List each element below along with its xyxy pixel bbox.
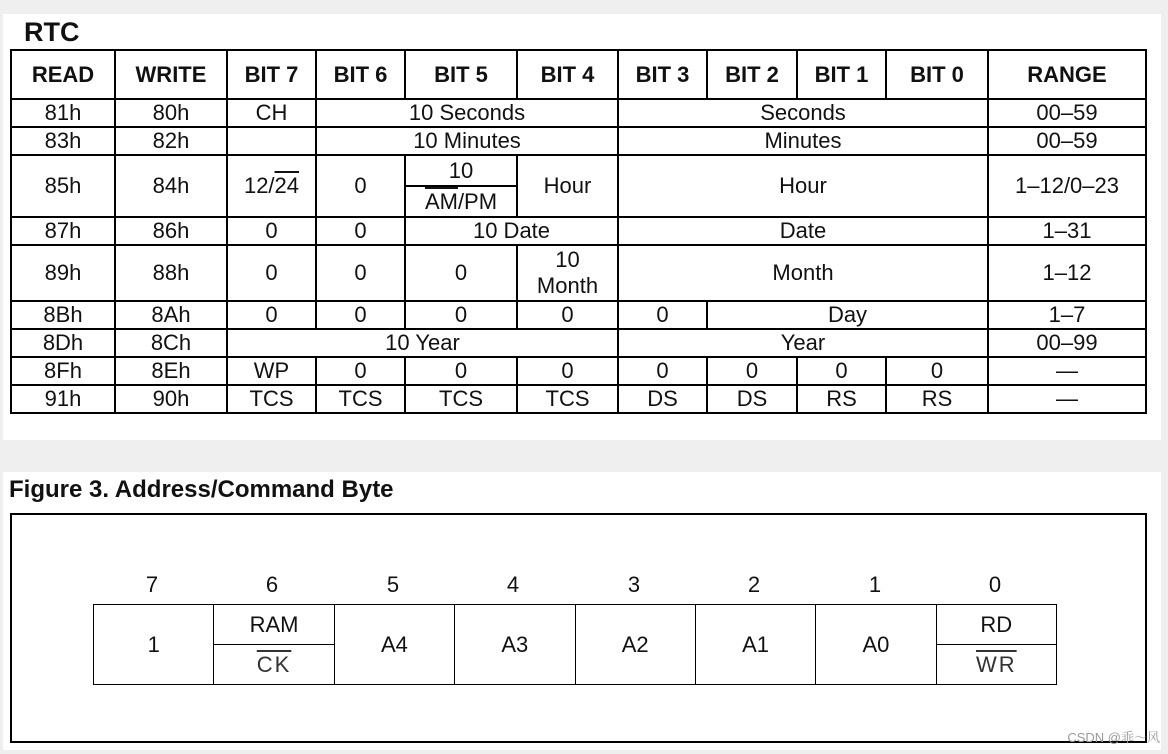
write-address: 84h <box>115 155 227 217</box>
bit-field-ampm <box>405 155 517 217</box>
range: 1–7 <box>988 301 1146 329</box>
range: 1–12 <box>988 245 1146 301</box>
command-bit-0 <box>937 605 1056 684</box>
wr-overlined: $\overline{WR}$ <box>975 651 1017 677</box>
register-row-month <box>11 245 1146 301</box>
register-row-minutes <box>11 127 1146 155</box>
command-bit-2: A1 <box>696 605 816 684</box>
register-row-seconds <box>11 99 1146 127</box>
bit-field <box>227 127 316 155</box>
command-bit-1: A0 <box>816 605 936 684</box>
bit-field: RS <box>797 385 886 413</box>
rtc-title: RTC <box>24 17 80 47</box>
write-address: 88h <box>115 245 227 301</box>
bit-field: 0 <box>517 357 618 385</box>
ram-label: RAM <box>214 605 333 645</box>
bit-field: 0 <box>227 217 316 245</box>
bit-field: 0 <box>886 357 988 385</box>
bit-field: 10 Year <box>227 329 618 357</box>
bit-field: 0 <box>618 357 707 385</box>
ampm-top: 10 <box>406 156 516 187</box>
write-address: 90h <box>115 385 227 413</box>
header-row <box>11 50 1146 99</box>
bit-number-0: 0 <box>988 572 1002 597</box>
pm-label: /PM <box>457 188 498 214</box>
read-address: 8Bh <box>11 301 115 329</box>
range: 1–12/0–23 <box>988 155 1146 217</box>
header-bit6: BIT 6 <box>316 50 405 99</box>
bit-field: Hour <box>517 155 618 217</box>
bit-field: 0 <box>797 357 886 385</box>
bit-field: Hour <box>618 155 988 217</box>
bit-number-3: 3 <box>627 572 641 597</box>
bit-field: TCS <box>227 385 316 413</box>
month-label: Month <box>536 273 599 298</box>
bit-field: DS <box>707 385 797 413</box>
read-address: 91h <box>11 385 115 413</box>
command-bit-7: 1 <box>94 605 214 684</box>
write-address: 86h <box>115 217 227 245</box>
bit-field: 0 <box>227 245 316 301</box>
register-row-hour <box>11 155 1146 217</box>
bit-field: 0 <box>316 245 405 301</box>
bit-number-4: 4 <box>506 572 520 597</box>
bit-field: 0 <box>405 301 517 329</box>
header-read: READ <box>11 50 115 99</box>
bit-field: CH <box>227 99 316 127</box>
command-bit-3: A2 <box>576 605 696 684</box>
bit-field: 0 <box>227 301 316 329</box>
range: 00–59 <box>988 99 1146 127</box>
header-bit4: BIT 4 <box>517 50 618 99</box>
read-address: 85h <box>11 155 115 217</box>
bit-field: Minutes <box>618 127 988 155</box>
read-address: 83h <box>11 127 115 155</box>
write-address: 82h <box>115 127 227 155</box>
bit-field: 0 <box>707 357 797 385</box>
wr-label <box>937 645 1056 684</box>
read-address: 87h <box>11 217 115 245</box>
bit-field: 0 <box>316 217 405 245</box>
read-address: 8Fh <box>11 357 115 385</box>
range: — <box>988 357 1146 385</box>
bit-field-12-24 <box>227 155 316 217</box>
bit-field: 0 <box>517 301 618 329</box>
watermark: CSDN @乖～风 <box>1067 730 1160 745</box>
header-bit7: BIT 7 <box>227 50 316 99</box>
ck-label <box>214 645 333 684</box>
bit-field: 0 <box>405 357 517 385</box>
bit-number-1: 1 <box>868 572 882 597</box>
bit-field: Day <box>707 301 988 329</box>
write-address: 8Eh <box>115 357 227 385</box>
command-bit-4: A3 <box>455 605 575 684</box>
bit-field: TCS <box>316 385 405 413</box>
register-row-control <box>11 357 1146 385</box>
figure-title: Figure 3. Address/Command Byte <box>9 476 394 503</box>
command-bit-5: A4 <box>335 605 455 684</box>
label-24-overlined: 24 <box>274 173 300 198</box>
bit-field: Year <box>618 329 988 357</box>
read-address: 8Dh <box>11 329 115 357</box>
bit-field: 0 <box>316 155 405 217</box>
bit-field: Month <box>618 245 988 301</box>
header-bit5: BIT 5 <box>405 50 517 99</box>
register-row-day <box>11 301 1146 329</box>
ten-label: 10 <box>555 247 580 272</box>
header-range: RANGE <box>988 50 1146 99</box>
bit-field: RS <box>886 385 988 413</box>
header-bit1: BIT 1 <box>797 50 886 99</box>
header-bit0: BIT 0 <box>886 50 988 99</box>
write-address: 8Ch <box>115 329 227 357</box>
label-12: 12/ <box>243 173 275 198</box>
bit-field: 0 <box>618 301 707 329</box>
bit-field: Date <box>618 217 988 245</box>
rtc-register-table <box>10 49 1147 414</box>
bit-field: TCS <box>405 385 517 413</box>
range: 00–59 <box>988 127 1146 155</box>
header-bit2: BIT 2 <box>707 50 797 99</box>
write-address: 80h <box>115 99 227 127</box>
bit-number-5: 5 <box>386 572 400 597</box>
range: 00–99 <box>988 329 1146 357</box>
bit-field: 0 <box>405 245 517 301</box>
bit-field: 10 Seconds <box>316 99 618 127</box>
write-address: 8Ah <box>115 301 227 329</box>
register-row-date <box>11 217 1146 245</box>
bit-number-7: 7 <box>145 572 159 597</box>
bit-number-2: 2 <box>747 572 761 597</box>
ampm-bottom <box>406 187 516 216</box>
am-overlined: $\overline{AM}$ <box>424 188 458 214</box>
bit-field: 10 Minutes <box>316 127 618 155</box>
range: 1–31 <box>988 217 1146 245</box>
bit-number-6: 6 <box>265 572 279 597</box>
bit-field: DS <box>618 385 707 413</box>
read-address: 89h <box>11 245 115 301</box>
range: — <box>988 385 1146 413</box>
register-row-year <box>11 329 1146 357</box>
bit-field: 0 <box>316 301 405 329</box>
bit-field: WP <box>227 357 316 385</box>
bit-field-10-month <box>517 245 618 301</box>
read-address: 81h <box>11 99 115 127</box>
bit-field: 0 <box>316 357 405 385</box>
command-byte <box>93 604 1057 685</box>
bit-field: Seconds <box>618 99 988 127</box>
command-bit-6 <box>214 605 334 684</box>
bit-field: 10 Date <box>405 217 618 245</box>
rd-label: RD <box>937 605 1056 645</box>
header-bit3: BIT 3 <box>618 50 707 99</box>
bit-field: TCS <box>517 385 618 413</box>
header-write: WRITE <box>115 50 227 99</box>
ck-overlined: $\overline{CK}$ <box>256 651 292 677</box>
register-row-trickle-charger <box>11 385 1146 413</box>
